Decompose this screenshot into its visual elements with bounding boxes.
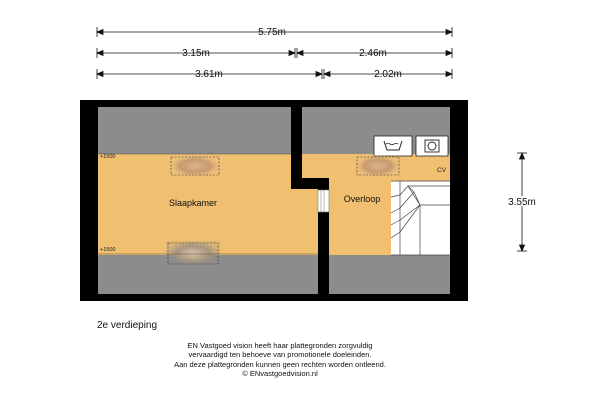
slaapkamer-low-ceiling-top	[98, 107, 291, 154]
cv-label: CV	[437, 167, 447, 174]
door-opening	[318, 190, 329, 212]
dimension-total-width-label: 5.75m	[258, 27, 286, 38]
staircase-icon	[391, 181, 450, 255]
skylight-icon	[169, 155, 221, 177]
disclaimer-line: vervaardigd ten behoeve van promotionele doeleinden.	[188, 350, 372, 360]
disclaimer-line: EN Vastgoed vision heeft haar plattegronden zorgvuldig	[187, 341, 373, 350]
overloop-low-ceiling-bottom	[329, 255, 450, 294]
dimension-right-bottom-label: 2.02m	[374, 69, 402, 80]
floor-label: 2e verdieping	[97, 320, 158, 331]
room-label-overloop: Overloop	[343, 194, 381, 204]
height-marker-top-label: +1500	[100, 154, 116, 160]
disclaimer-line: © ENvastgoedvision.nl	[242, 368, 318, 378]
room-label-slaapkamer: Slaapkamer	[168, 198, 218, 208]
skylight-icon	[166, 241, 220, 266]
dimension-right-top-label: 2.46m	[359, 48, 387, 59]
disclaimer-line: Aan deze plattegronden kunnen geen rechten worden ontleend.	[174, 359, 386, 369]
disclaimer	[100, 341, 460, 378]
skylight-icon	[355, 155, 401, 177]
dryer-icon	[416, 136, 448, 156]
washing-machine-icon	[374, 136, 412, 156]
dimension-left-top-label: 3.15m	[182, 48, 210, 59]
dimension-height-label: 3.55m	[508, 197, 536, 208]
dimension-left-bottom-label: 3.61m	[195, 69, 223, 80]
height-marker-bottom-label: +1500	[100, 247, 116, 253]
